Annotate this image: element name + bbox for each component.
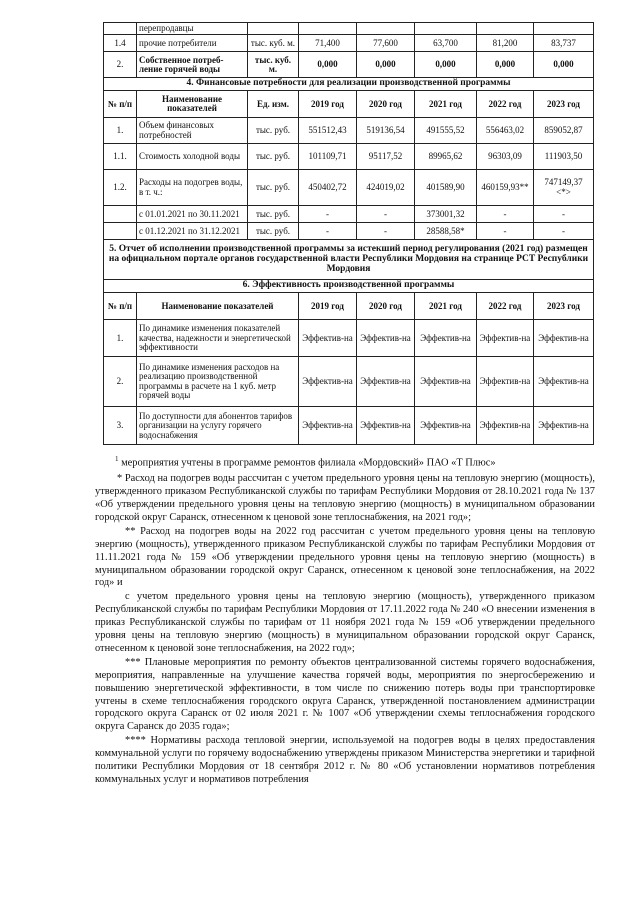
value-cell: - [477, 223, 534, 240]
header-year: 2022 год [477, 91, 534, 118]
section-title-row [104, 78, 594, 91]
row-unit [248, 23, 299, 35]
row-name: Стоимость холодной воды [137, 144, 248, 170]
value-cell: 0,000 [477, 52, 534, 78]
table-row [104, 23, 594, 35]
value-cell: Эффектив-на [415, 357, 477, 407]
row-number: 3. [104, 407, 137, 445]
footnotes [95, 455, 595, 788]
value-cell: Эффектив-на [299, 320, 357, 357]
table-row [104, 407, 594, 445]
row-name: По динамике изменения расходов на реализацию производственной программы в расчете на 1 куб. метр горячей воды [137, 357, 299, 407]
value-cell: 859052,87 [534, 118, 594, 144]
program-table [103, 22, 594, 445]
section-title-row [104, 280, 594, 293]
row-unit: тыс. куб. м. [248, 52, 299, 78]
value-cell: 0,000 [534, 52, 594, 78]
value-cell: 491555,52 [415, 118, 477, 144]
value-cell: - [299, 206, 357, 223]
header-num: № п/п [104, 91, 137, 118]
value-cell: 551512,43 [299, 118, 357, 144]
header-year: 2021 год [415, 293, 477, 320]
value-cell [477, 23, 534, 35]
value-cell: Эффектив-на [477, 407, 534, 445]
value-cell: 89965,62 [415, 144, 477, 170]
footnote-star-2-continued: с учетом предельного уровня цены на тепловую энергию (мощность), утвержденного приказом Республиканской службы по тарифам Республики Мордовия от 17.11.2022 года № 240 «О внесении изменения в приказ Республиканской службы по тарифам от 11 ноября 2021 года № 159 «Об утверждении предельного уровня цены на тепловую энергию (мощность) в муниципальном образовании городской округ Саранск, отнесенном к ценовой зоне теплоснабжения, на 2022 год»; [95, 591, 595, 654]
header-year: 2023 год [534, 91, 594, 118]
value-cell: 63,700 [415, 35, 477, 52]
value-cell: 71,400 [299, 35, 357, 52]
row-name: с 01.01.2021 по 30.11.2021 [137, 206, 248, 223]
row-unit: тыс. руб. [248, 144, 299, 170]
value-cell: 96303,09 [477, 144, 534, 170]
value-cell: 424019,02 [357, 170, 415, 206]
section-5-title: 5. Отчет об исполнении производственной программы за истекший период регулирования (2021 год) размещен на официальном портале органов государственной власти Республики Мордовия на странице РСТ Республики Мордовия [104, 240, 594, 280]
header-year: 2022 год [477, 293, 534, 320]
value-cell: - [299, 223, 357, 240]
header-year: 2020 год [357, 91, 415, 118]
value-cell: Эффектив-на [299, 357, 357, 407]
value-cell: Эффектив-на [534, 357, 594, 407]
row-number [104, 23, 137, 35]
header-row [104, 91, 594, 118]
value-cell [357, 23, 415, 35]
value-cell: Эффектив-на [357, 320, 415, 357]
value-cell: 747149,37 <*> [534, 170, 594, 206]
row-name: Расходы на подогрев воды, в т. ч.: [137, 170, 248, 206]
row-unit: тыс. куб. м. [248, 35, 299, 52]
footnote-1: $^1$ мероприятия учтены в программе ремонтов филиала «Мордовский» ПАО «Т Плюс» [115, 455, 496, 469]
header-year: 2019 год [299, 293, 357, 320]
value-cell: 450402,72 [299, 170, 357, 206]
value-cell: 83,737 [534, 35, 594, 52]
section-4-title: 4. Финансовые потребности для реализации производственной программы [104, 78, 594, 91]
value-cell: Эффектив-на [534, 320, 594, 357]
row-number: 2. [104, 52, 137, 78]
row-number [104, 223, 137, 240]
value-cell: 101109,71 [299, 144, 357, 170]
table-row [104, 144, 594, 170]
row-number: 1.1. [104, 144, 137, 170]
value-cell: Эффектив-на [357, 407, 415, 445]
header-year: 2023 год [534, 293, 594, 320]
row-name: прочие потребители [137, 35, 248, 52]
value-cell: 95117,52 [357, 144, 415, 170]
value-cell: 460159,93** [477, 170, 534, 206]
footnote-star-3: *** Плановые мероприятия по ремонту объектов централизованной системы горячего водоснабжения, мероприятия, направленные на улучшение качества горячей воды, мероприятия по энергосбережению и повышению энергетической эффективности, в том числе по снижению потерь воды при транспортировке учтены в схеме теплоснабжения городского округа Саранск, утвержденной постановлением администрации городского округа Саранск от 02 июля 2021 г. № 1007 «Об утверждении схемы теплоснабжения городского округа Саранск до 2035 года»; [95, 656, 595, 733]
footnote-star-2: ** Расход на подогрев воды на 2022 год рассчитан с учетом предельного уровня цены на тепловую энергию (мощность), утвержденного приказом Республиканской службы по тарифам Республики Мордовия от 11.11.2021 года № 159 «Об утверждении предельного уровня цены на тепловую энергию (мощность) в муниципальном образовании городской округ Саранск, отнесенном к ценовой зоне теплоснабжения, на 2022 год» и [95, 525, 595, 589]
row-number [104, 206, 137, 223]
row-unit: тыс. руб. [248, 118, 299, 144]
row-unit: тыс. руб. [248, 206, 299, 223]
value-cell [415, 23, 477, 35]
row-unit: тыс. руб. [248, 170, 299, 206]
row-name: Объем финансовых потребностей [137, 118, 248, 144]
value-cell: Эффектив-на [357, 357, 415, 407]
value-cell: 0,000 [357, 52, 415, 78]
row-name: с 01.12.2021 по 31.12.2021 [137, 223, 248, 240]
row-unit: тыс. руб. [248, 223, 299, 240]
value-cell: Эффектив-на [415, 320, 477, 357]
header-year: 2019 год [299, 91, 357, 118]
table-row [104, 223, 594, 240]
value-cell: 0,000 [415, 52, 477, 78]
header-year: 2020 год [357, 293, 415, 320]
value-cell: - [534, 206, 594, 223]
row-number: 1.4 [104, 35, 137, 52]
value-cell: 519136,54 [357, 118, 415, 144]
table-row [104, 170, 594, 206]
value-cell: - [357, 223, 415, 240]
row-number: 1. [104, 320, 137, 357]
table-row [104, 52, 594, 78]
value-cell: Эффектив-на [477, 357, 534, 407]
table-row [104, 118, 594, 144]
header-unit: Ед. изм. [248, 91, 299, 118]
value-cell: - [477, 206, 534, 223]
value-cell: 111903,50 [534, 144, 594, 170]
header-year: 2021 год [415, 91, 477, 118]
row-number: 1.2. [104, 170, 137, 206]
value-cell: Эффектив-на [299, 407, 357, 445]
row-number: 2. [104, 357, 137, 407]
value-cell: Эффектив-на [534, 407, 594, 445]
row-number: 1. [104, 118, 137, 144]
footnote-star-4: **** Нормативы расхода тепловой энергии, используемой на подогрев воды в целях предоставления коммунальной услуги по горячему водоснабжению утверждены приказом Министерства энергетики и тарифной политики Республики Мордовия от 18 сентября 2012 г. № 80 «Об установлении нормативов потребления коммунальных услуг и нормативов потребления [95, 735, 595, 785]
section-title-row [104, 240, 594, 280]
value-cell [299, 23, 357, 35]
value-cell: 556463,02 [477, 118, 534, 144]
header-name: Наименование показателей [137, 293, 299, 320]
value-cell: 401589,90 [415, 170, 477, 206]
row-name: перепродавцы [137, 23, 248, 35]
header-num: № п/п [104, 293, 137, 320]
section-6-title: 6. Эффективность производственной программы [104, 280, 594, 293]
value-cell: 81,200 [477, 35, 534, 52]
header-row [104, 293, 594, 320]
table-row [104, 206, 594, 223]
value-cell: 77,600 [357, 35, 415, 52]
table-row [104, 35, 594, 52]
table-row [104, 357, 594, 407]
value-cell: - [357, 206, 415, 223]
value-cell: 0,000 [299, 52, 357, 78]
row-name: Собственное потреб-ление горячей воды [137, 52, 248, 78]
footnote-star-1: * Расход на подогрев воды рассчитан с учетом предельного уровня цены на тепловую энергию (мощность), утвержденного приказом Республиканской службы по тарифам Республики Мордовия от 28.10.2021 года № 137 «Об утверждении предельного уровня цены на тепловую энергию (мощность) в муниципальном образовании городской округ Саранск, отнесенном к ценовой зоне теплоснабжения, на 2021 год»; [95, 473, 595, 524]
row-name: По динамике изменения показателей качества, надежности и энергетической эффективности [137, 320, 299, 357]
table-row [104, 320, 594, 357]
value-cell: - [534, 223, 594, 240]
value-cell [534, 23, 594, 35]
header-name: Наименование показателей [137, 91, 248, 118]
row-name: По доступности для абонентов тарифов организации на услугу горячего водоснабжения [137, 407, 299, 445]
value-cell: 373001,32 [415, 206, 477, 223]
value-cell: 28588,58* [415, 223, 477, 240]
value-cell: Эффектив-на [415, 407, 477, 445]
value-cell: Эффектив-на [477, 320, 534, 357]
